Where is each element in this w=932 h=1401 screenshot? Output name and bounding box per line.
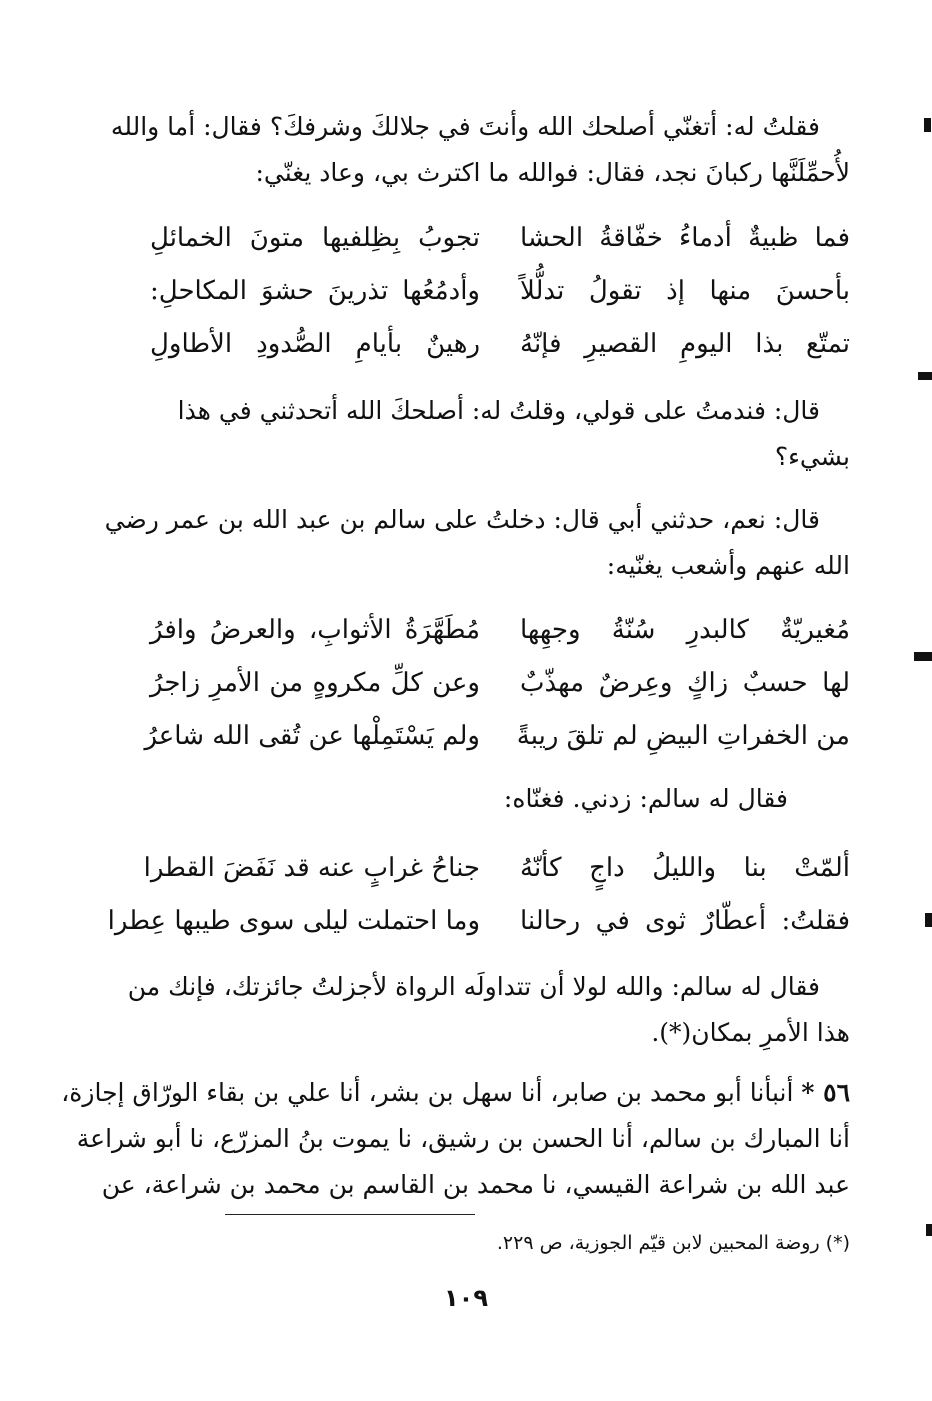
paragraph-1 <box>110 104 850 196</box>
verse-second-hemistich: تجوبُ بِظِلفيها متونَ الخمائلِ <box>150 223 480 253</box>
paragraph-4: فقال له سالم: زدني. فغنّاه: <box>503 784 788 813</box>
paragraph-2 <box>150 388 850 480</box>
margin-mark <box>918 372 932 380</box>
verse-first-hemistich: فقلتُ: أعطّارٌ ثوى في رحالنا <box>520 906 850 936</box>
verse-first-hemistich: لها حسبٌ زاكٍ وعِرضٌ مهذّبٌ <box>520 668 850 698</box>
footnote: (*) روضة المحبين لابن قيّم الجوزية، ص ٢٢٩. <box>496 1232 850 1254</box>
verse-second-hemistich: جناحُ غرابٍ عنه قد نَفَضَ القطرا <box>143 853 480 883</box>
poem-verse <box>150 265 850 318</box>
verse-second-hemistich: مُطَهَّرَةُ الأثوابِ، والعرضُ وافرُ <box>150 615 480 645</box>
entry-number: ٥٦ * <box>801 1078 850 1107</box>
poem-verse <box>150 657 850 710</box>
verse-second-hemistich: رهينٌ بأيامِ الصُّدودِ الأطاولِ <box>150 329 480 359</box>
text-line: لأُحمِّلَنَّها ركبانَ نجد، فقال: فوالله ما اكترث بي، وعاد يغنّي: <box>255 158 850 187</box>
margin-mark <box>924 118 931 132</box>
text-line: فقال له سالم: والله لولا أن تتداولَه الرواة لأجزلتُ جائزتك، فإنك من <box>127 972 820 1001</box>
text-line: قال: فندمتُ على قولي، وقلتُ له: أصلحكَ الله أتحدثني في هذا <box>177 396 820 425</box>
verse-first-hemistich: فما ظبيةٌ أدماءُ خفّاقةُ الحشا <box>520 223 850 253</box>
verse-first-hemistich: تمتّع بذا اليومِ القصيرِ فإنّهُ <box>520 329 850 359</box>
text-line <box>61 1070 850 1116</box>
text-line: بشيء؟ <box>774 442 850 471</box>
text-line: هذا الأمرِ بمكان(*). <box>651 1018 850 1047</box>
poem-verse <box>144 710 850 763</box>
footnote-divider <box>225 1214 475 1215</box>
poem-verse <box>150 604 850 657</box>
poem-verse <box>150 212 850 265</box>
text-line: قال: نعم، حدثني أبي قال: دخلتُ على سالم بن عبد الله بن عمر رضي <box>104 505 820 534</box>
poem-1 <box>150 212 850 371</box>
poem-2 <box>144 604 850 763</box>
verse-first-hemistich: ألمّتْ بنا والليلُ داجٍ كأنّهُ <box>520 853 850 883</box>
poem-3 <box>107 842 850 948</box>
margin-mark <box>925 913 932 927</box>
page-body <box>61 0 850 1401</box>
verse-second-hemistich: وما احتملت ليلى سوى طيبها عِطرا <box>107 906 480 936</box>
paragraph-6 <box>61 1070 850 1208</box>
text-line: الله عنهم وأشعب يغنّيه: <box>606 551 850 580</box>
poem-verse <box>143 842 850 895</box>
text-line: عبد الله بن شراعة القيسي، نا محمد بن القاسم بن محمد بن شراعة، عن <box>101 1170 850 1199</box>
verse-first-hemistich: مُغيريّةٌ كالبدرِ سُنّةُ وجهِها <box>520 615 850 645</box>
poem-verse <box>150 318 850 371</box>
verse-second-hemistich: وعن كلِّ مكروهٍ من الأمرِ زاجرُ <box>150 668 480 698</box>
paragraph-5 <box>127 964 850 1056</box>
text-line: فقلتُ له: أتغنّي أصلحك الله وأنتَ في جلالكَ وشرفكَ؟ فقال: أما والله <box>110 112 820 141</box>
verse-second-hemistich: وأدمُعُها تذرينَ حشوَ المكاحلِ: <box>150 276 480 306</box>
verse-first-hemistich: من الخفراتِ البيضِ لم تلقَ ريبةً <box>516 721 850 751</box>
verse-first-hemistich: بأحسنَ منها إذ تقولُ تدلُّلاً <box>520 276 850 306</box>
margin-mark <box>926 1224 932 1236</box>
verse-second-hemistich: ولم يَسْتَمِلْها عن تُقى الله شاعرُ <box>144 721 480 751</box>
page-number: ١٠٩ <box>444 1284 488 1312</box>
entry-text: أنبأنا أبو محمد بن صابر، أنا سهل بن بشر، أنا علي بن بقاء الورّاق إجازة، <box>61 1078 794 1107</box>
poem-verse <box>107 895 850 948</box>
text-line: أنا المبارك بن سالم، أنا الحسن بن رشيق، نا يموت بنُ المزرّع، نا أبو شراعة <box>76 1124 850 1153</box>
paragraph-3 <box>104 497 850 589</box>
margin-mark <box>914 652 932 661</box>
